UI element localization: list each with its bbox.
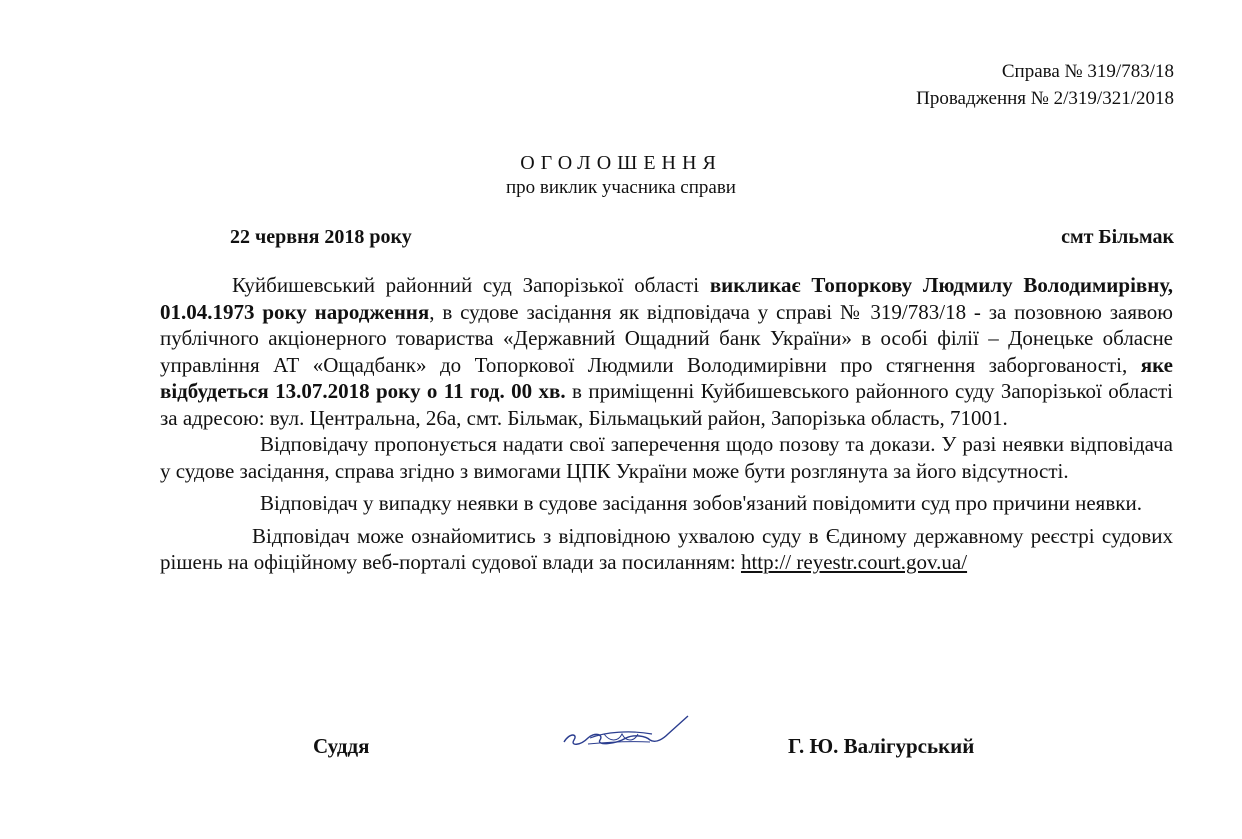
document-title: [0, 150, 1242, 199]
paragraph-registry: [160, 523, 1173, 576]
title-main: ОГОЛОШЕННЯ: [520, 152, 722, 174]
p1-text-1: Куйбишевський районний суд Запорізької області: [232, 273, 710, 297]
p4-text: Відповідач може ознайомитись з відповідною ухвалою суду в Єдиному державному реєстрі судових рішень на офіційному веб-порталі судової влади за посиланням:: [160, 523, 1173, 574]
registry-link[interactable]: http:// reyestr.court.gov.ua/: [740, 550, 968, 574]
proceeding-number: Провадження № 2/319/321/2018: [916, 88, 1174, 109]
p1-text-2: , в судове засідання як відповідача у справі № 319/783/18 - за позовною заявою публічного акціонерного товариства «Державний Ощадний банк України» в особі філії – Донецьке обласне управління АТ «Ощадбанк» до Топоркової Людмили Володимирівни про стягнення заборгованості,: [160, 299, 1173, 377]
paragraph-summons: [160, 272, 1173, 431]
title-subtitle: про виклик учасника справи: [506, 177, 736, 198]
paragraph-absence-notice: Відповідач у випадку неявки в судове засідання зобов'язаний повідомити суд про причини неявки.: [260, 491, 1142, 515]
paragraph-objections: Відповідачу пропонується надати свої заперечення щодо позову та докази. У разі неявки відповідача у судове засідання, справа згідно з вимогами ЦПК України може бути розглянута за його відсутності.: [160, 432, 1173, 483]
p1-bold-defendant: викликає Топоркову Людмилу Володимирівну, 01.04.1973 року народження: [160, 273, 1173, 324]
document-place: смт Більмак: [1061, 226, 1174, 248]
p1-text-3: в приміщенні Куйбишевського районного суду Запорізької області за адресою: вул. Центральна, 26а, смт. Більмак, Більмацький район, Запорізька область, 71001.: [160, 379, 1174, 430]
case-number: Справа № 319/783/18: [1001, 61, 1174, 82]
document-body: [160, 272, 1173, 576]
case-reference: [916, 58, 1174, 112]
judge-name: Г. Ю. Валігурський: [788, 734, 975, 758]
p1-bold-hearing-time: яке відбудеться 13.07.2018 року о 11 год. 00 хв.: [160, 352, 1173, 403]
judge-label: Суддя: [313, 734, 370, 758]
document-date: 22 червня 2018 року: [230, 226, 412, 248]
handwritten-signature-icon: [560, 708, 700, 758]
